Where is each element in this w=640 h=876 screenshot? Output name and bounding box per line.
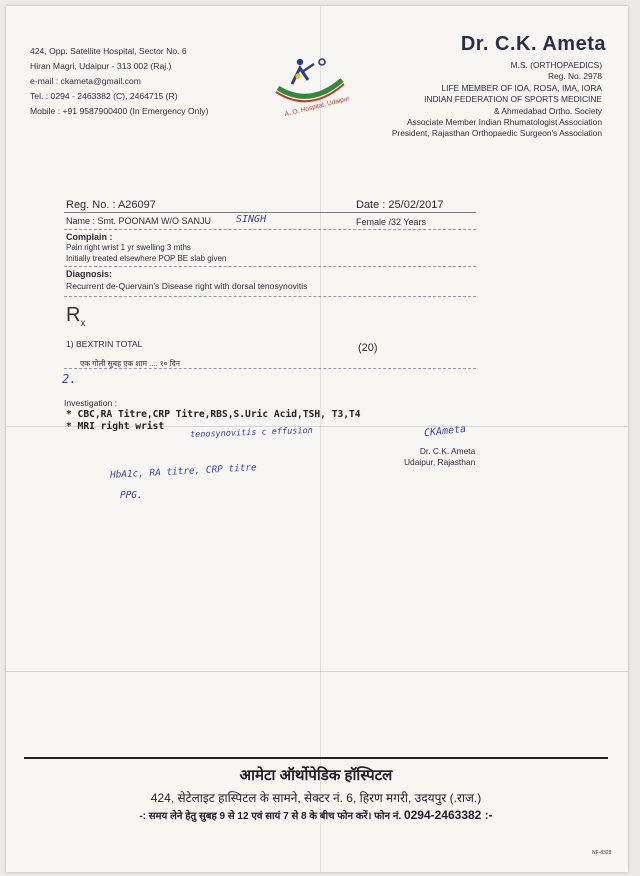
investigation-line: * CBC,RA Titre,CRP Titre,RBS,S.Uric Acid,TSH, T3,T4 bbox=[66, 409, 361, 420]
reg-number: Reg. No. : A26097 bbox=[66, 199, 156, 211]
email-line: e-mail : ckameta@gmail.com bbox=[30, 76, 141, 86]
handwritten-note-hba1c: HbA1c, RA titre, CRP titre bbox=[109, 462, 257, 481]
doctor-qualifications bbox=[392, 60, 602, 140]
investigation-label: Investigation : bbox=[64, 398, 118, 408]
footer-timing-text: -: समय लेने हेतु सुबह 9 से 12 एवं सायं 7 से 8 के बीच फोन करें। फोन नं. bbox=[139, 811, 402, 822]
divider bbox=[64, 296, 476, 297]
doctor-name: Dr. C.K. Ameta bbox=[460, 33, 606, 55]
clinic-address bbox=[30, 44, 208, 119]
qualification-line: Reg. No. 2978 bbox=[547, 71, 602, 82]
medicine-line: 1) BEXTRIN TOTAL bbox=[66, 339, 143, 349]
qualification-line: & Ahmedabad Ortho. Society bbox=[493, 105, 602, 116]
qualification-line: President, Rajasthan Orthopaedic Surgeon's Association bbox=[391, 128, 602, 139]
gender-age: Female /32 Years bbox=[356, 217, 427, 227]
hospital-logo bbox=[270, 50, 350, 120]
fold-line bbox=[320, 6, 321, 872]
divider bbox=[64, 212, 476, 213]
handwritten-note-teno: tenosynovitis c effusion bbox=[189, 425, 313, 441]
phone-line: Tel. : 0294 - 2463382 (C), 2464715 (R) bbox=[30, 91, 178, 101]
footer-divider bbox=[24, 757, 608, 759]
form-code: NF-8328 bbox=[592, 850, 612, 856]
handwritten-note-ppg: PPG. bbox=[120, 490, 143, 501]
diagnosis-text: Recurrent de-Quervain's Disease right with dorsal tenosynovitis bbox=[66, 281, 308, 291]
footer-address: 424, सेटेलाइट हास्पिटल के सामने, सेक्टर नं. 6, हिरण मगरी, उदयपुर (.राज.) bbox=[150, 791, 482, 805]
qualification-line: Associate Member Indian Rhumatologist Association bbox=[406, 117, 602, 128]
handwritten-two: 2. bbox=[62, 372, 77, 386]
patient-name-handwritten: SINGH bbox=[236, 214, 267, 225]
qualification-line: M.S. (ORTHOPAEDICS) bbox=[510, 60, 602, 70]
qualification-line: INDIAN FEDERATION OF SPORTS MEDICINE bbox=[424, 94, 602, 105]
complain-line: Pain right wrist 1 yr swelling 3 mths bbox=[66, 243, 191, 252]
dosage-instruction: एक गोली सुबह एक शाम .... १० दिन bbox=[80, 359, 180, 368]
signature-block bbox=[404, 446, 475, 468]
divider bbox=[64, 368, 476, 369]
signature-line: Dr. C.K. Ameta bbox=[419, 446, 476, 456]
medicine-quantity: (20) bbox=[358, 342, 378, 354]
visit-date: Date : 25/02/2017 bbox=[356, 199, 444, 211]
fold-line bbox=[6, 671, 628, 672]
qualification-line: LIFE MEMBER OF IOA, ROSA, IMA, IORA bbox=[441, 82, 602, 93]
diagnosis-label: Diagnosis: bbox=[66, 269, 113, 279]
address-line: Hiran Magri, Udaipur - 313 002 (Raj.) bbox=[30, 61, 172, 71]
divider bbox=[64, 266, 476, 267]
footer-hospital-name: आमेटा ऑर्थोपेडिक हॉस्पिटल bbox=[239, 767, 393, 784]
rx-symbol: $R_x$ bbox=[66, 304, 86, 329]
logo-text: A. O. Hospital, Udaipur bbox=[284, 95, 350, 119]
investigation-line: * MRI right wrist bbox=[66, 421, 165, 432]
patient-name: Name : Smt. POONAM W/O SANJU bbox=[66, 216, 212, 226]
mobile-line: Mobile : +91 9587900400 (In Emergency Only) bbox=[30, 106, 209, 116]
address-line: 424, Opp. Satellite Hospital, Sector No. 6 bbox=[30, 46, 187, 56]
divider bbox=[64, 229, 476, 230]
footer-phone: 0294-2463382 :- bbox=[403, 808, 493, 822]
complain-label: Complain : bbox=[66, 232, 113, 242]
signature-line: Udaipur, Rajasthan bbox=[404, 457, 476, 467]
complain-line: Initially treated elsewhere POP BE slab given bbox=[66, 254, 227, 263]
footer-timing bbox=[0, 808, 632, 822]
doctor-signature: CKAmeta bbox=[423, 423, 467, 440]
